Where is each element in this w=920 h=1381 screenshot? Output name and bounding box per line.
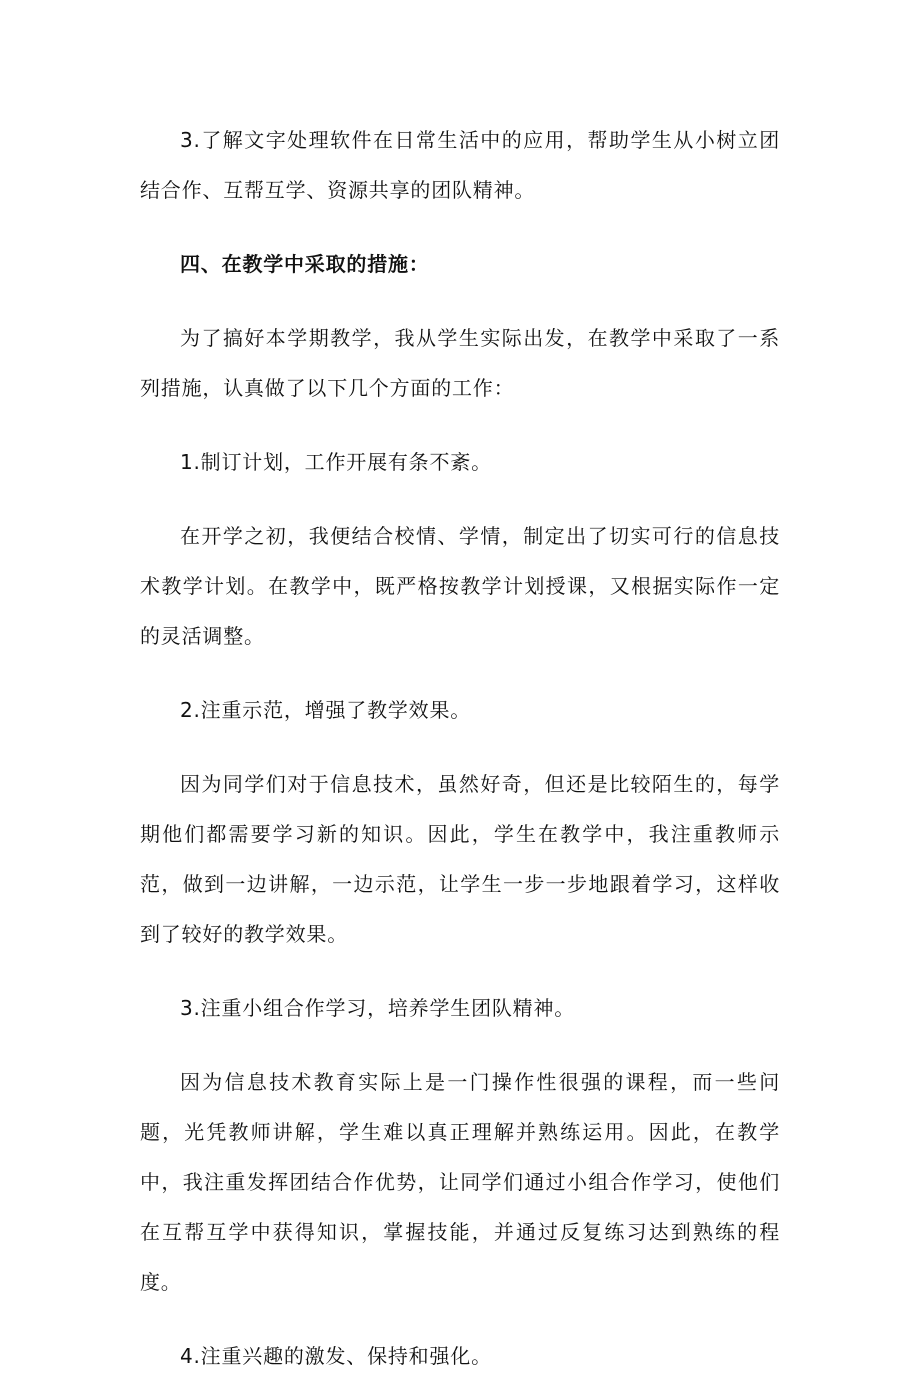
paragraph-intro: 为了搞好本学期教学，我从学生实际出发，在教学中采取了一系列措施，认真做了以下几个方面的工作： [140,326,780,400]
subheading-4: 4.注重兴趣的激发、保持和强化。 [180,1344,492,1368]
subheading-3: 3.注重小组合作学习，培养学生团队精神。 [180,996,576,1020]
paragraph-gap [140,289,780,313]
paragraph-gap [140,735,780,759]
paragraph-gap [140,215,780,239]
paragraph-demonstration: 因为同学们对于信息技术，虽然好奇，但还是比较陌生的，每学期他们都需要学习新的知识。因此，学生在教学中，我注重教师示范，做到一边讲解，一边示范，让学生一步一步地跟着学习，这样收到了较好的教学效果。 [140,772,780,946]
paragraph-plan: 在开学之初，我便结合校情、学情，制定出了切实可行的信息技术教学计划。在教学中，既严格按教学计划授课，又根据实际作一定的灵活调整。 [140,524,780,648]
paragraph-gap [140,1033,780,1057]
section-heading-measures: 四、在教学中采取的措施： [180,252,430,276]
paragraph-gap [140,413,780,437]
paragraph-teamwork: 因为信息技术教育实际上是一门操作性很强的课程，而一些问题，光凭教师讲解，学生难以真正理解并熟练运用。因此，在教学中，我注重发挥团结合作优势，让同学们通过小组合作学习，使他们在互帮互学中获得知识，掌握技能，并通过反复练习达到熟练的程度。 [140,1070,780,1294]
subheading-1: 1.制订计划，工作开展有条不紊。 [180,450,492,474]
paragraph-gap [140,1307,780,1331]
subheading-2: 2.注重示范，增强了教学效果。 [180,698,472,722]
paragraph-goal-3: 3.了解文字处理软件在日常生活中的应用，帮助学生从小树立团结合作、互帮互学、资源共享的团队精神。 [140,128,780,202]
paragraph-gap [140,661,780,685]
paragraph-gap [140,487,780,511]
paragraph-gap [140,959,780,983]
document-body [140,115,780,1381]
